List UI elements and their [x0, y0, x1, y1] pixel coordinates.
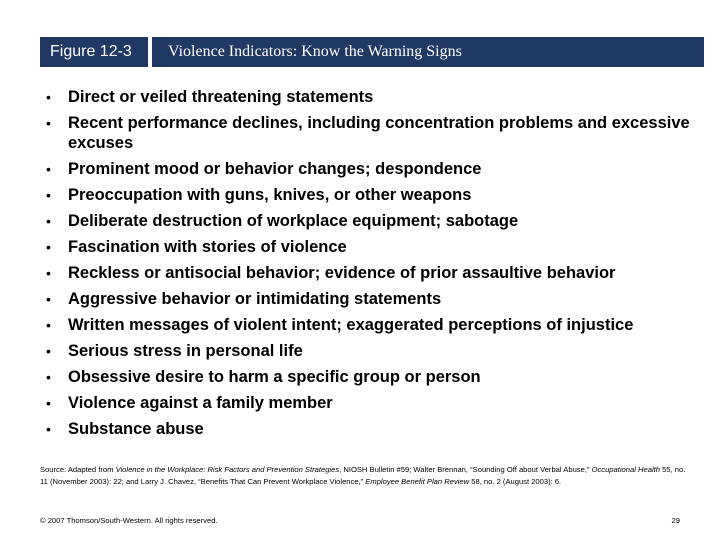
- source-title-2: Occupational Health: [591, 465, 660, 474]
- source-part-3: 55, no. 11 (November 2003): 22; and Larry J. Chavez, “Benefits That Can Prevent Workplace Violence,”: [40, 465, 686, 486]
- indicator-text: Serious stress in personal life: [68, 342, 303, 360]
- source-prefix: Source: Adapted from: [40, 465, 116, 474]
- list-item: [44, 263, 704, 283]
- list-item: [44, 211, 704, 231]
- indicator-text: Substance abuse: [68, 420, 204, 438]
- list-item: [44, 289, 704, 309]
- figure-header: [40, 37, 704, 67]
- indicator-text: Obsessive desire to harm a specific group or person: [68, 368, 481, 386]
- indicator-text: Violence against a family member: [68, 394, 333, 412]
- source-title-1: Violence in the Workplace: Risk Factors and Prevention Strategies: [115, 465, 340, 474]
- bullet-icon: •: [46, 187, 51, 203]
- source-part-4: 58, no. 2 (August 2003): 6.: [469, 477, 562, 486]
- indicator-text: Prominent mood or behavior changes; despondence: [68, 160, 482, 178]
- indicator-text: Recent performance declines, including concentration problems and excessive excuses: [68, 114, 690, 152]
- list-item: [44, 113, 704, 153]
- bullet-icon: •: [46, 421, 51, 437]
- bullet-icon: •: [46, 115, 51, 131]
- indicator-text: Aggressive behavior or intimidating statements: [68, 290, 442, 308]
- list-item: [44, 315, 704, 335]
- list-item: [44, 185, 704, 205]
- list-item: [44, 341, 704, 361]
- copyright-notice: © 2007 Thomson/South-Western. All rights reserved.: [40, 516, 218, 525]
- indicator-text: Direct or veiled threatening statements: [68, 88, 374, 106]
- bullet-icon: •: [46, 291, 51, 307]
- indicator-text: Fascination with stories of violence: [68, 238, 347, 256]
- page-number: 29: [671, 516, 680, 525]
- bullet-icon: •: [46, 239, 51, 255]
- bullet-icon: •: [46, 161, 51, 177]
- indicator-list: [44, 87, 704, 445]
- bullet-icon: •: [46, 213, 51, 229]
- bullet-icon: •: [46, 317, 51, 333]
- list-item: [44, 87, 704, 107]
- indicator-text: Written messages of violent intent; exaggerated perceptions of injustice: [68, 316, 634, 334]
- bullet-icon: •: [46, 89, 51, 105]
- indicator-text: Preoccupation with guns, knives, or other weapons: [68, 186, 472, 204]
- list-item: [44, 237, 704, 257]
- source-citation: [40, 464, 690, 488]
- figure-title: Violence Indicators: Know the Warning Signs: [168, 43, 462, 60]
- bullet-icon: •: [46, 265, 51, 281]
- bullet-icon: •: [46, 343, 51, 359]
- indicator-text: Deliberate destruction of workplace equipment; sabotage: [68, 212, 519, 230]
- list-item: [44, 419, 704, 439]
- source-title-3: Employee Benefit Plan Review: [365, 477, 470, 486]
- indicator-text: Reckless or antisocial behavior; evidence of prior assaultive behavior: [68, 264, 616, 282]
- list-item: [44, 159, 704, 179]
- list-item: [44, 367, 704, 387]
- figure-label: Figure 12-3: [50, 43, 132, 60]
- list-item: [44, 393, 704, 413]
- bullet-icon: •: [46, 395, 51, 411]
- bullet-icon: •: [46, 369, 51, 385]
- source-part-2: , NIOSH Bulletin #59; Walter Brennan, “Sounding Off about Verbal Abuse,”: [339, 465, 592, 474]
